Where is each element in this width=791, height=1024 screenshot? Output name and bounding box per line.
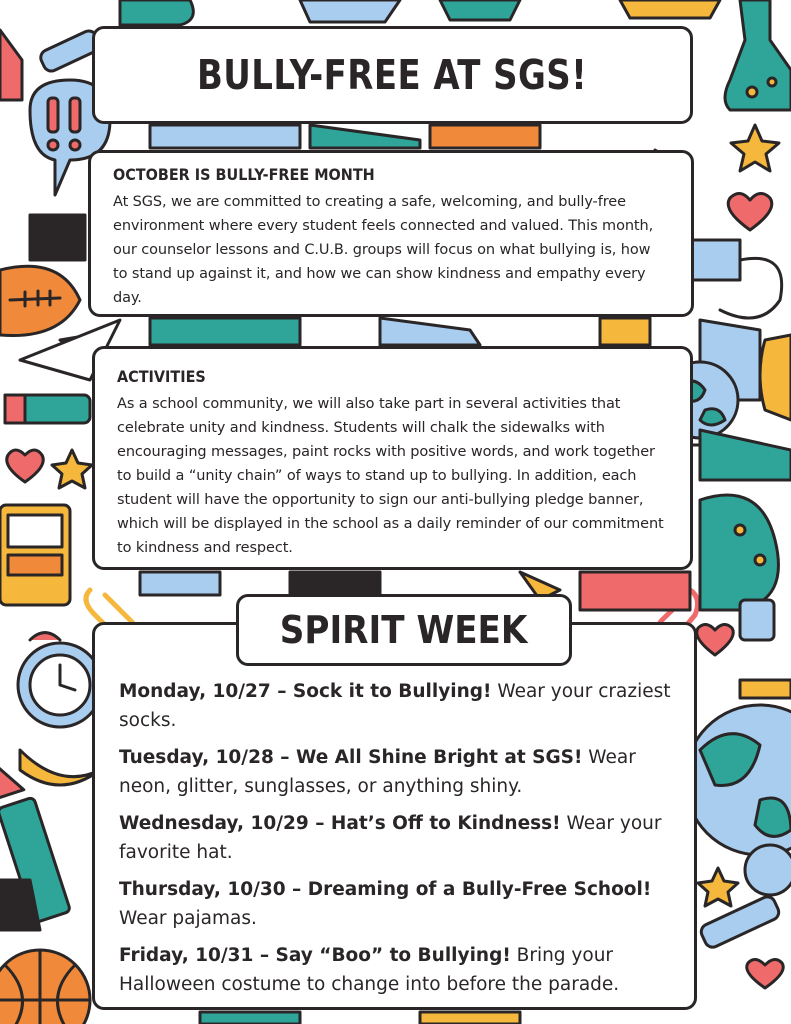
activities-section <box>92 346 693 570</box>
day-theme: Tuesday, 10/28 – We All Shine Bright at SGS! <box>119 747 583 768</box>
spirit-day-tuesday <box>119 743 674 801</box>
calculator-icon <box>0 505 70 605</box>
activities-heading: ACTIVITIES <box>117 367 206 386</box>
day-theme: Friday, 10/31 – Say “Boo” to Bullying! <box>119 945 511 966</box>
globe-icon-large <box>685 705 791 855</box>
activities-body: As a school community, we will also take part in several activities that celebrate unity and kindness. Students will chalk the sidewalks with encouraging messages, paint rocks with positive words, and work together to build a “unity chain” of ways to stand up to bullying. In addition, each student will have the opportunity to sign our anti-bullying pledge banner, which will be displayed in the school as a daily reminder of our commitment to kindness and respect. <box>117 396 664 556</box>
pennant-icon <box>0 30 22 100</box>
october-body: At SGS, we are committed to creating a safe, welcoming, and bully-free environment where every student feels connected and valued. This month, our counselor lessons and C.U.B. groups will focus on what bullying is, how to stand up against it, and how we can show kindness and empathy every day. <box>113 194 654 306</box>
spirit-week-heading: SPIRIT WEEK <box>280 608 528 652</box>
title-banner <box>92 26 693 124</box>
day-detail: Bring your Halloween costume to change into before the parade. <box>119 945 620 995</box>
heart-icon <box>728 193 772 230</box>
day-theme: Thursday, 10/30 – Dreaming of a Bully-Free School! <box>119 879 652 900</box>
day-detail: Wear your craziest socks. <box>119 681 671 731</box>
day-theme: Wednesday, 10/29 – Hat’s Off to Kindness! <box>119 813 561 834</box>
day-detail: Wear your favorite hat. <box>119 813 662 863</box>
spirit-day-thursday <box>119 875 674 933</box>
flask-icon <box>725 0 791 110</box>
spirit-week-section <box>92 622 697 1010</box>
page-title: BULLY-FREE AT SGS! <box>197 51 588 99</box>
october-section <box>88 150 694 317</box>
spirit-day-monday <box>119 677 674 735</box>
alarm-clock-icon <box>18 633 102 728</box>
basketball-icon <box>0 950 90 1024</box>
star-icon <box>731 125 779 171</box>
flask-icon-right <box>700 495 778 640</box>
spirit-day-friday <box>119 941 674 999</box>
day-detail: Wear pajamas. <box>119 908 257 929</box>
day-detail: Wear neon, glitter, sunglasses, or anything shiny. <box>119 747 636 797</box>
october-heading: OCTOBER IS BULLY-FREE MONTH <box>113 165 375 184</box>
football-icon <box>0 266 80 335</box>
day-theme: Monday, 10/27 – Sock it to Bullying! <box>119 681 492 702</box>
spirit-week-banner <box>236 594 572 666</box>
spirit-day-wednesday <box>119 809 674 867</box>
